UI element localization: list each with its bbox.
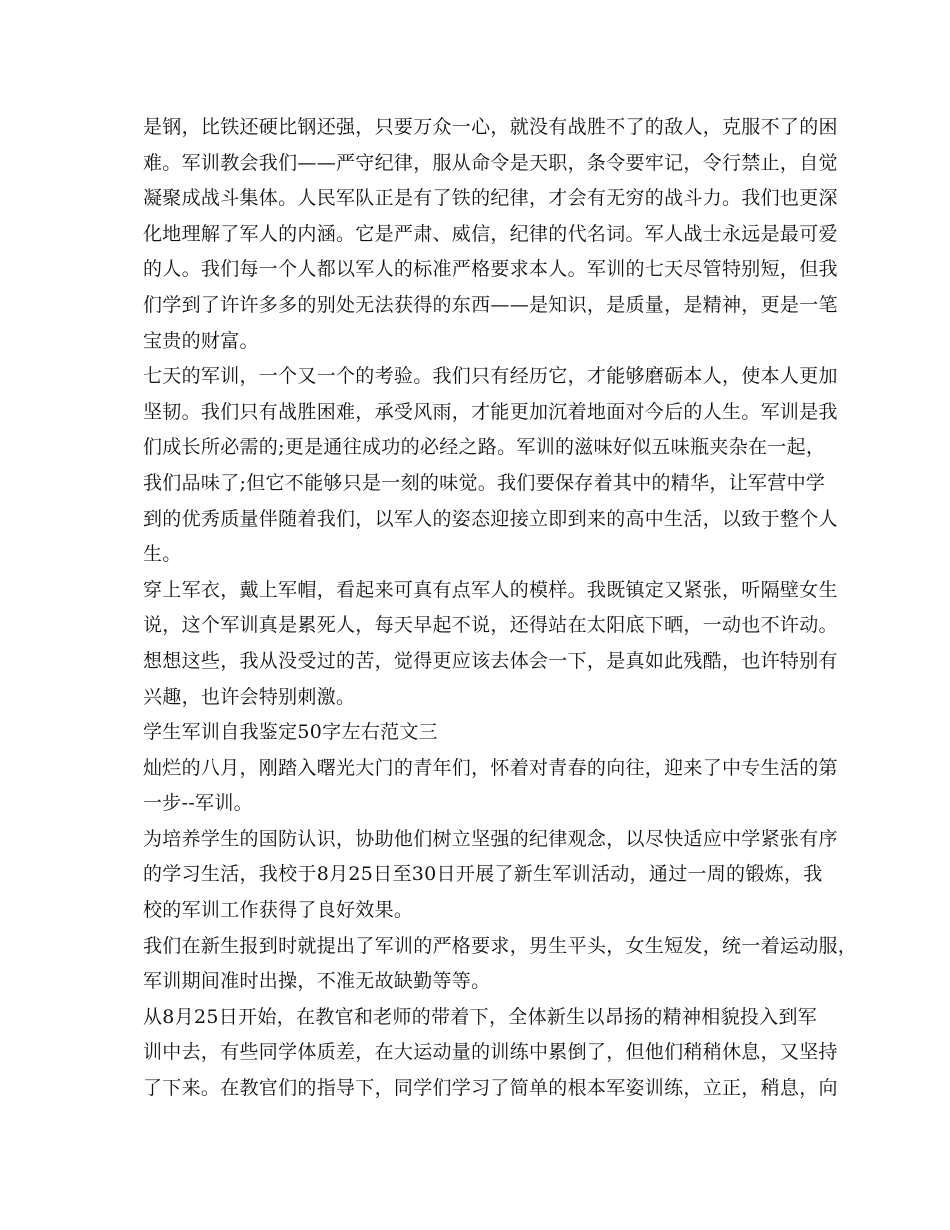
- text-line: 了下来。在教官们的指导下，同学们学习了简单的根本军姿训练，立正，稍息，向: [143, 1077, 838, 1100]
- text-line: 穿上军衣，戴上军帽，看起来可真有点军人的模样。我既镇定又紧张，听隔壁女生: [143, 578, 838, 601]
- text-line: 从8月25日开始，在教官和老师的带着下，全体新生以昂扬的精神相貌投入到军: [143, 1005, 818, 1028]
- text-line: 想想这些，我从没受过的苦，觉得更应该去体会一下，是真如此残酷，也许特别有: [143, 649, 838, 672]
- text-line: 们成长所必需的;更是通往成功的必经之路。军训的滋味好似五味瓶夹杂在一起，: [143, 436, 826, 459]
- text-line: 化地理解了军人的内涵。它是严肃、威信，纪律的代名词。军人战士永远是最可爱: [143, 222, 838, 245]
- text-line: 我们品味了;但它不能够只是一刻的味觉。我们要保存着其中的精华，让军营中学: [143, 471, 826, 494]
- text-line: 训中去，有些同学体质差，在大运动量的训练中累倒了，但他们稍稍休息，又坚持: [143, 1041, 838, 1064]
- text-line: 一步--军训。: [143, 792, 253, 815]
- text-line: 灿烂的八月，刚踏入曙光大门的青年们，怀着对青春的向往，迎来了中专生活的第: [143, 756, 838, 779]
- text-line: 凝聚成战斗集体。人民军队正是有了铁的纪律，才会有无穷的战斗力。我们也更深: [143, 187, 838, 210]
- text-line: 们学到了许许多多的别处无法获得的东西——是知识，是质量，是精神，更是一笔: [143, 293, 838, 316]
- text-line: 难。军训教会我们——严守纪律，服从命令是天职，条令要牢记，令行禁止，自觉: [143, 151, 838, 174]
- text-line: 说，这个军训真是累死人，每天早起不说，还得站在太阳底下晒，一动也不许动。: [143, 614, 838, 637]
- text-line: 的人。我们每一个人都以军人的标准严格要求本人。军训的七天尽管特别短，但我: [143, 258, 838, 281]
- text-line: 我们在新生报到时就提出了军训的严格要求，男生平头，女生短发，统一着运动服，: [143, 934, 858, 957]
- section-heading: 学生军训自我鉴定50字左右范文三: [143, 721, 438, 744]
- document-body: [143, 110, 858, 1107]
- text-line: 到的优秀质量伴随着我们，以军人的姿态迎接立即到来的高中生活，以致于整个人: [143, 507, 838, 530]
- text-line: 的学习生活，我校于8月25日至30日开展了新生军训活动，通过一周的锻炼，我: [143, 863, 823, 886]
- text-line: 为培养学生的国防认识，协助他们树立坚强的纪律观念，以尽快适应中学紧张有序: [143, 827, 838, 850]
- text-line: 宝贵的财富。: [143, 329, 259, 352]
- text-line: 生。: [143, 543, 182, 566]
- text-line: 是钢，比铁还硬比钢还强，只要万众一心，就没有战胜不了的敌人，克服不了的困: [143, 116, 838, 138]
- text-line: 兴趣，也许会特别刺激。: [143, 685, 356, 708]
- text-line: 军训期间准时出操，不准无故缺勤等等。: [143, 970, 491, 993]
- text-line: 校的军训工作获得了良好效果。: [143, 899, 414, 922]
- text-line: 坚韧。我们只有战胜困难，承受风雨，才能更加沉着地面对今后的人生。军训是我: [143, 400, 838, 423]
- text-line: 七天的军训，一个又一个的考验。我们只有经历它，才能够磨砺本人，使本人更加: [143, 365, 838, 388]
